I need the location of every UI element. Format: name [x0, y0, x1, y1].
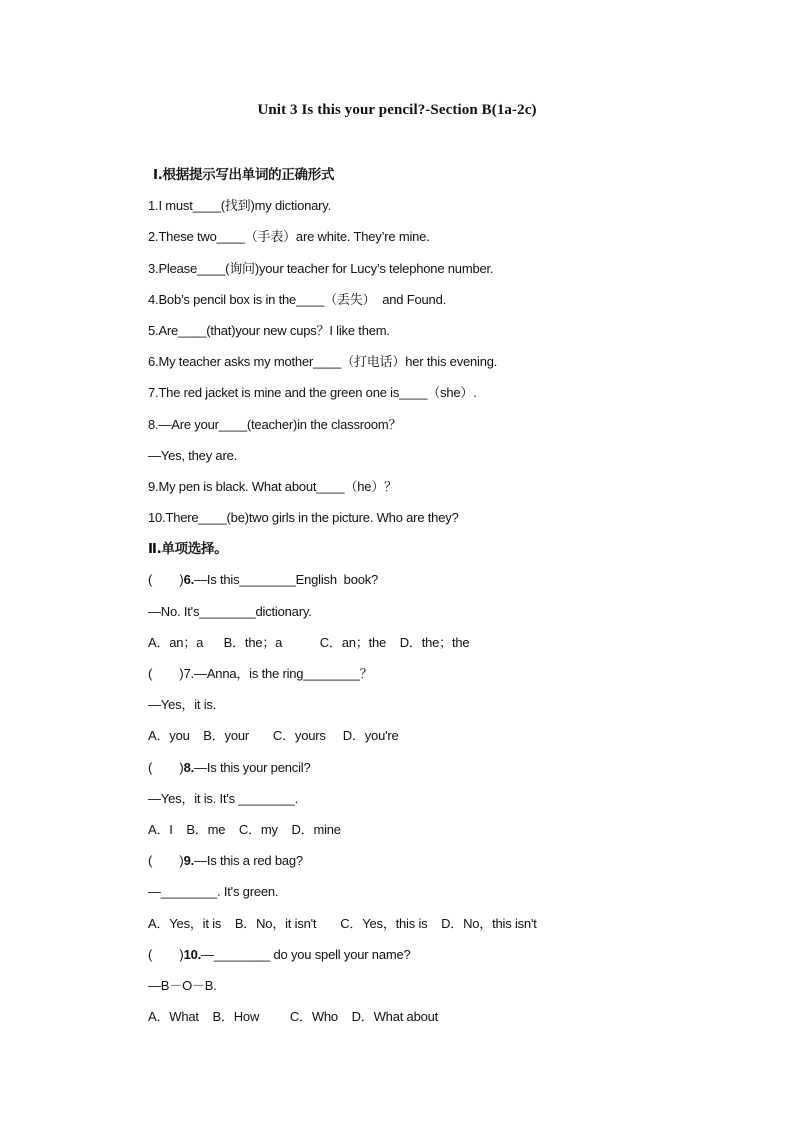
exercise-item: 10.There____(be)two girls in the picture. Who are they?	[148, 510, 459, 526]
exercise-item: 6.My teacher asks my mother____（打电话）her this evening.	[148, 354, 498, 370]
exercise-item: 3.Please____(询问)your teacher for Lucy’s telephone number.	[148, 260, 494, 276]
question-options: A．you B．your C．yours D．you're	[148, 728, 399, 744]
question-stem-line	[148, 756, 748, 787]
question-reply: —________. It's green.	[148, 884, 279, 900]
question-number: 7.	[183, 666, 195, 681]
question-stem-line	[148, 943, 748, 974]
exercise-item: —Yes, they are.	[148, 447, 238, 463]
answer-bracket: ( )	[148, 759, 184, 775]
question-stem: —Is this your pencil?	[194, 759, 311, 775]
question-reply: —Yes，it is.	[148, 697, 217, 713]
section-heading-word-forms: Ⅰ.根据提示写出单词的正确形式	[153, 167, 335, 183]
question-stem-line	[148, 849, 748, 880]
question-stem-line	[148, 662, 748, 693]
question-options: A．an；a B．the；a C．an；the D．the；the	[148, 634, 470, 650]
question-options: A．Yes，it is B．No，it isn't C．Yes，this is D．No，this isn't	[148, 915, 537, 931]
exercise-item: 5.Are____(that)your new cups？I like them.	[148, 322, 390, 338]
question-number: 10.	[183, 946, 202, 962]
answer-bracket: ( )	[148, 853, 184, 869]
question-number: 9.	[183, 853, 195, 869]
answer-bracket: ( )	[148, 572, 184, 588]
question-stem-line	[148, 568, 748, 599]
question-number: 6.	[183, 572, 195, 588]
answer-bracket: ( )	[148, 946, 184, 962]
question-stem: —Is this a red bag?	[194, 853, 303, 869]
question-reply: —No. It's________dictionary.	[148, 603, 312, 619]
answer-bracket: ( )	[148, 666, 184, 681]
question-stem: —________ do you spell your name?	[201, 946, 411, 962]
exercise-item: 4.Bob’s pencil box is in the____（丢失） and Found.	[148, 291, 447, 307]
question-reply: —Yes，it is. It's ________.	[148, 790, 299, 806]
question-stem: —Anna，is the ring________？	[194, 666, 373, 681]
exercise-item: 8.—Are your____(teacher)in the classroom？	[148, 416, 402, 432]
exercise-item: 2.These two____（手表）are white. They’re mine.	[148, 229, 430, 245]
exercise-item: 9.My pen is black. What about____（he）？	[148, 478, 397, 494]
exercise-item: 1.I must____(找到)my dictionary.	[148, 198, 332, 214]
section-heading-multiple-choice: Ⅱ.单项选择。	[148, 541, 228, 558]
page-title: Unit 3 Is this your pencil?-Section B(1a-2c)	[257, 102, 537, 118]
exercise-item: 7.The red jacket is mine and the green one is____（she）.	[148, 385, 477, 401]
question-stem: —Is this________English book?	[194, 572, 379, 588]
question-reply: —B－O－B.	[148, 977, 217, 993]
question-number: 8.	[183, 759, 195, 775]
question-options: A．What B．How C．Who D．What about	[148, 1009, 439, 1025]
question-options: A．I B．me C．my D．mine	[148, 821, 341, 837]
worksheet-body	[148, 163, 748, 1036]
